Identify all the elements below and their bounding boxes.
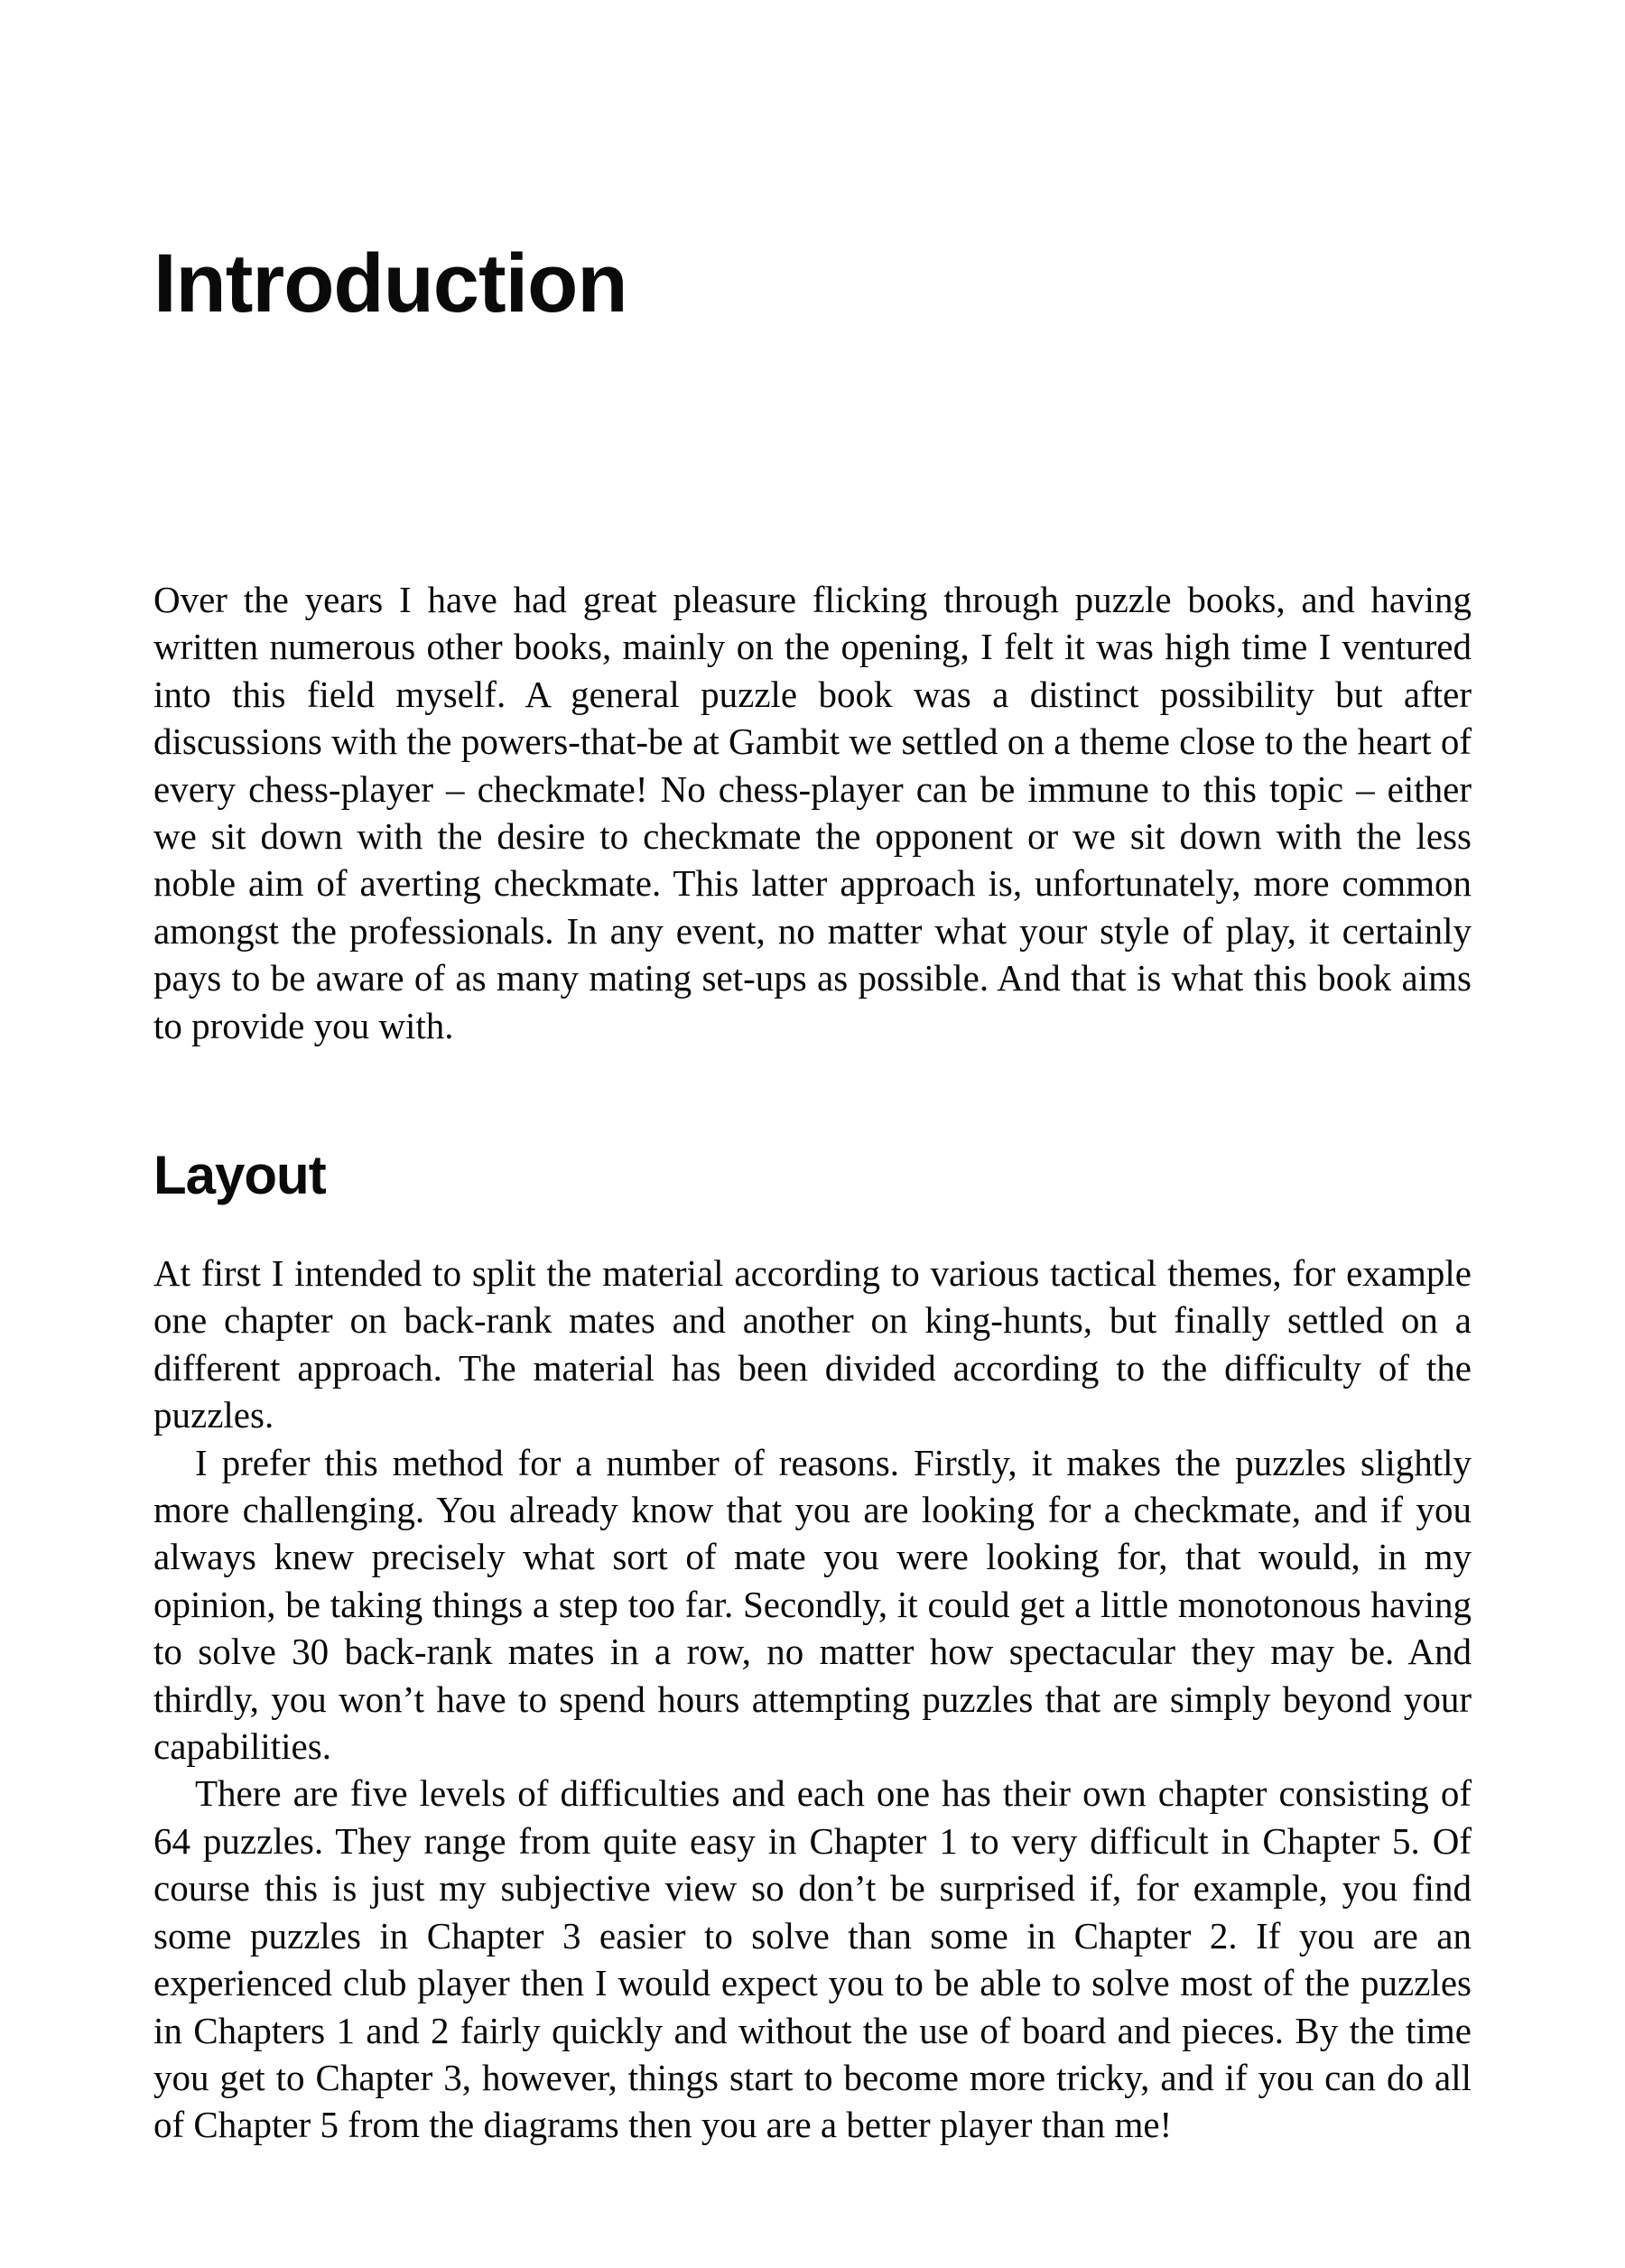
layout-paragraph-2: I prefer this method for a number of reasons. Firstly, it makes the puzzles slightly more challenging. You already know that you are looking for a checkmate, and if you always knew precisely what sort of mate you were looking for, that would, in my opinion, be taking things a step too far. Secondly, it could get a little monotonous having to solve 30 back-rank mates in a row, no matter how spectacular they may be. And thirdly, you won’t have to spend hours attempting puzzles that are simply beyond your capabilities.	[153, 1441, 1472, 1768]
intro-section	[153, 576, 1472, 1049]
layout-paragraph-3: There are five levels of difficulties and each one has their own chapter consisting of 64 puzzles. They range from quite easy in Chapter 1 to very difficult in Chapter 5. Of course this is just my subjective view so don’t be surprised if, for example, you find some puzzles in Chapter 3 easier to solve than some in Chapter 2. If you are an experienced club player then I would expect you to be able to solve most of the puzzles in Chapters 1 and 2 fairly quickly and without the use of board and pieces. By the time you get to Chapter 3, however, things start to become more tricky, and if you can do all of Chapter 5 from the diagrams then you are a better player than me!	[153, 1772, 1472, 2146]
chapter-title: Introduction	[153, 237, 627, 330]
intro-paragraph: Over the years I have had great pleasure flicking through puzzle books, and having written numerous other books, mainly on the opening, I felt it was high time I ventured into this field myself. A general puzzle book was a distinct possibility but after discussions with the powers-that-be at Gambit we settled on a theme close to the heart of every chess-player – checkmate! No chess-player can be immune to this topic – either we sit down with the desire to checkmate the opponent or we sit down with the less noble aim of averting checkmate. This latter approach is, unfortunately, more common amongst the professionals. In any event, no matter what your style of play, it certainly pays to be aware of as many mating set-ups as possible. And that is what this book aims to provide you with.	[153, 579, 1472, 1046]
layout-paragraph-1: At first I intended to split the material according to various tactical themes, for example one chapter on back-rank mates and another on king-hunts, but finally settled on a different approach. The material has been divided according to the difficulty of the puzzles.	[153, 1252, 1472, 1436]
layout-section	[153, 1250, 1472, 2149]
layout-heading: Layout	[153, 1145, 326, 1205]
